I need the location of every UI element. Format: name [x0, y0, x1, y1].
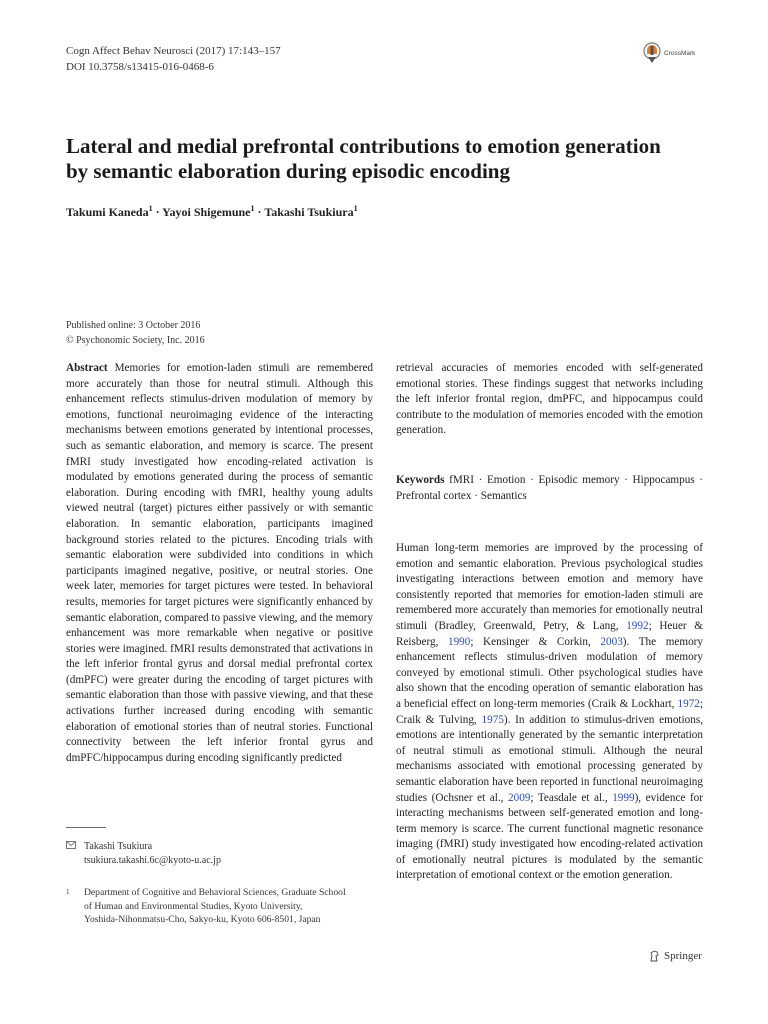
- author-list: [66, 204, 358, 220]
- published-date: Published online: 3 October 2016: [66, 320, 201, 331]
- abstract: [66, 361, 373, 766]
- springer-horse-icon: [649, 950, 660, 962]
- doi[interactable]: DOI 10.3758/s13415-016-0468-6: [66, 61, 214, 73]
- publisher-name: Springer: [664, 950, 702, 962]
- intro-text: ; Kensinger & Corkin,: [470, 635, 601, 648]
- author-separator: ·: [152, 205, 163, 219]
- intro-text: ). The memory enhancement reflects stimulus-driven modulation of memory conveyed by emotional stimuli. Other psychological studies have also shown that the encoding operation of semantic elaboration has a beneficial effect on long-term memories (Craik & Lockhart,: [396, 635, 703, 710]
- keywords: [396, 473, 703, 504]
- abstract-label: Abstract: [66, 362, 108, 374]
- citation-link[interactable]: 1992: [626, 619, 649, 632]
- intro-text: Human long-term memories are improved by the processing of emotion and semantic elaboration. Previous psychological studies investigating interactions between emotion and memory have consistently reported that memories for emotion-laden stimuli are remembered more accurately than memories for emotionally neutral stimuli (Bradley, Greenwald, Petry, & Lang,: [396, 542, 703, 632]
- keywords-text: fMRI · Emotion · Episodic memory · Hippocampus · Prefrontal cortex · Semantics: [396, 474, 704, 502]
- author-name[interactable]: Yayoi Shigemune: [162, 205, 251, 219]
- abstract-continuation: retrieval accuracies of memories encoded with self-generated emotional stories. These findings suggest that networks including the left inferior frontal region, dmPFC, and hippocampus could contribute to the modulation of memories encoded with the emotion generation.: [396, 362, 703, 437]
- journal-header: [66, 43, 281, 75]
- author-separator: ·: [254, 205, 265, 219]
- crossmark-icon: [643, 42, 661, 64]
- intro-text: ; Heuer & Reisberg,: [396, 619, 704, 648]
- author-affiliation-mark: 1: [353, 204, 358, 213]
- correspondence-email[interactable]: tsukiura.takashi.6c@kyoto-u.ac.jp: [84, 855, 221, 866]
- journal-citation: Cogn Affect Behav Neurosci (2017) 17:143–157: [66, 45, 281, 57]
- affiliation-number: 1: [66, 888, 70, 896]
- citation-link[interactable]: 1975: [481, 713, 504, 726]
- intro-text: ), evidence for interacting mechanisms between self-generated emotion and long-term memory is scarce. The current functional magnetic resonance imaging (fMRI) study investigated how encoding-related activation of emotionally neutral pictures is modulated by the semantic interpretation of emotional context or the emotion generation.: [396, 791, 703, 882]
- abstract-text: Memories for emotion-laden stimuli are remembered more accurately than those for neutral stimuli. Although this enhancement reflects stimulus-driven modulation of memory by emotions, functional neuroimaging evidence of the interacting mechanisms between emotions generated by intentional processes, such as semantic elaboration, and memory is scarce. The present fMRI study investigated how encoding-related activation is modulated by emotions generated during the process of semantic elaboration. During encoding with fMRI, healthy young adults viewed neutral (target) pictures either passively or with semantic elaboration. In semantic elaboration, participants imagined background stories related to the pictures. Encoding trials with semantic elaboration were subdivided into conditions in which participants imagined negative, positive, or neutral stories. One week later, memories for target pictures were tested. In behavioral results, memories for target pictures were significantly enhanced by semantic elaboration, compared to passive viewing, and the memory enhancement was more remarkable when negative or positive stories were imagined. fMRI results demonstrated that activations in the left inferior frontal gyrus and dorsal medial prefrontal cortex (dmPFC) were greater during the encoding of target pictures with semantic elaboration than those with passive viewing, and that these activations further increased during encoding with semantic elaboration of emotional stories than of neutral stories. Functional connectivity between the left inferior frontal gyrus and dmPFC/hippocampus during encoding significantly predicted: [66, 362, 374, 764]
- citation-link[interactable]: 2003: [600, 635, 623, 648]
- intro-text: ; Teasdale et al.,: [530, 791, 613, 804]
- affiliation-line: Department of Cognitive and Behavioral Sciences, Graduate School: [84, 887, 346, 898]
- correspondence: [66, 840, 221, 868]
- keywords-label: Keywords: [396, 474, 445, 486]
- introduction-paragraph: [396, 541, 703, 884]
- envelope-icon: [66, 840, 84, 854]
- copyright: © Psychonomic Society, Inc. 2016: [66, 335, 205, 346]
- crossmark-badge[interactable]: [643, 42, 695, 64]
- correspondence-name: Takashi Tsukiura: [84, 841, 153, 852]
- citation-link[interactable]: 1972: [677, 697, 700, 710]
- publisher-logo: [649, 950, 702, 962]
- crossmark-label: CrossMark: [664, 49, 696, 57]
- footnote-divider: [66, 827, 106, 828]
- author-name[interactable]: Takumi Kaneda: [66, 205, 149, 219]
- affiliation: [66, 886, 366, 927]
- citation-link[interactable]: 1999: [612, 791, 635, 804]
- affiliation-line: of Human and Environmental Studies, Kyoto University,: [84, 900, 303, 912]
- affiliation-line: Yoshida-Nihonmatsu-Cho, Sakyo-ku, Kyoto 606-8501, Japan: [84, 914, 321, 926]
- citation-link[interactable]: 2009: [508, 791, 531, 804]
- article-title: Lateral and medial prefrontal contributions to emotion generation by semantic elaboration during episodic encoding: [66, 134, 661, 183]
- publication-info: [66, 318, 205, 348]
- intro-text: ; Craik & Tulving,: [396, 697, 703, 726]
- author-affiliation-mark: 1: [250, 204, 255, 213]
- author-affiliation-mark: 1: [148, 204, 153, 213]
- citation-link[interactable]: 1990: [447, 635, 471, 648]
- intro-text: ). In addition to stimulus-driven emotions, emotions are intentionally generated by the semantic interpretation of neutral stimuli as emotional stimuli. Although the neural mechanisms associated with emotional processing generated by semantic elaboration have been reported in functional neuroimaging studies (Ochsner et al.,: [396, 713, 703, 804]
- author-name[interactable]: Takashi Tsukiura: [264, 205, 354, 219]
